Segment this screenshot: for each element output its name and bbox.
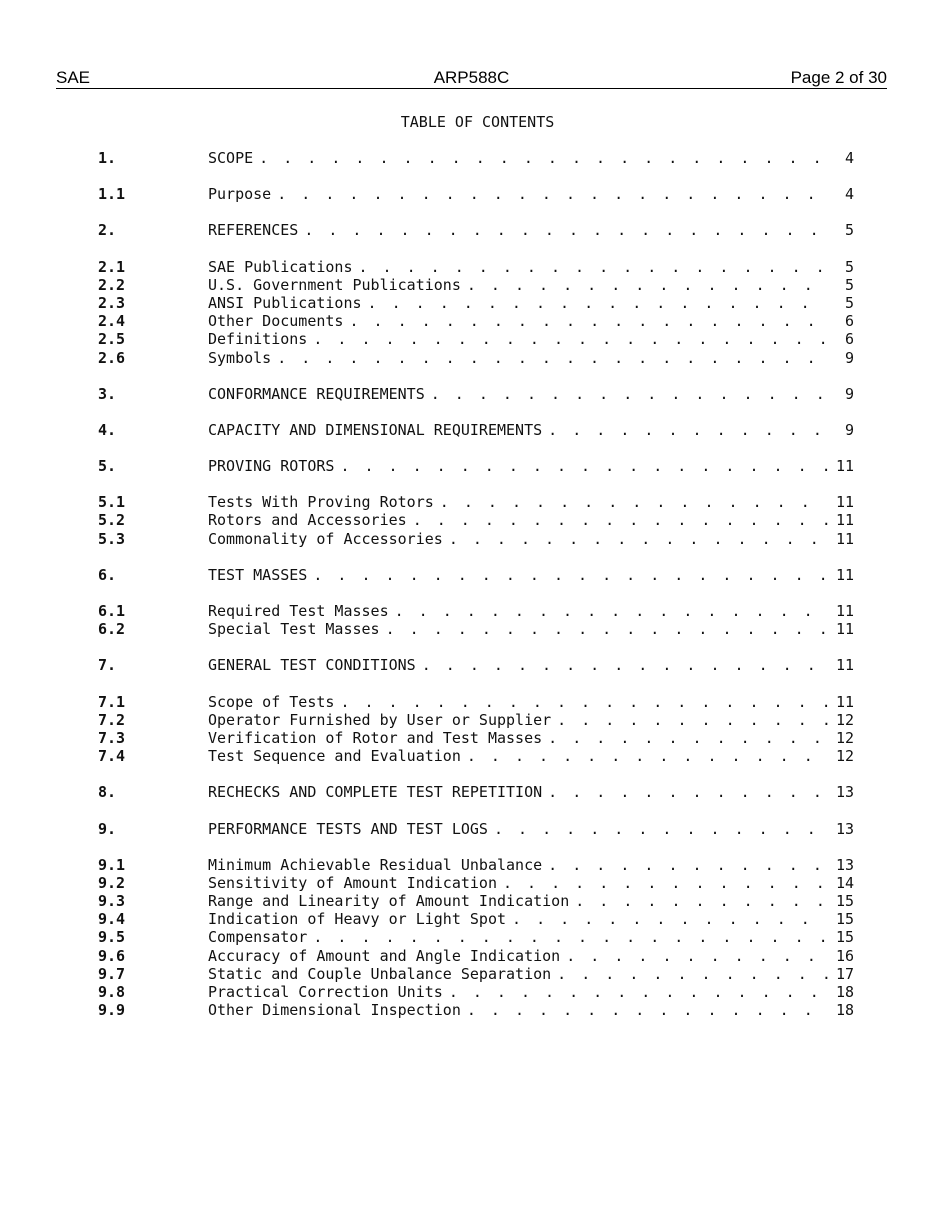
toc-entry-title: Other Documents: [208, 312, 344, 331]
toc-group: [98, 258, 854, 367]
toc-entry[interactable]: [98, 693, 854, 711]
toc-entry-title: CONFORMANCE REQUIREMENTS: [208, 384, 425, 403]
toc-entry[interactable]: [98, 892, 854, 910]
toc-entry-title: Other Dimensional Inspection: [208, 1001, 461, 1020]
toc-group: [98, 385, 854, 403]
toc-entry[interactable]: [98, 185, 854, 203]
toc-entry-page: 11: [835, 529, 854, 548]
toc-entry-number: 2.1: [98, 257, 126, 276]
toc-title: TABLE OF CONTENTS: [400, 113, 555, 131]
toc-entry-title: Rotors and Accessories: [208, 511, 407, 530]
toc-entry-number: 9.6: [98, 946, 126, 965]
toc-group: [98, 566, 854, 584]
toc-entry-number: 9.4: [98, 910, 126, 929]
toc-entry-title: Definitions: [208, 330, 308, 349]
toc-entry[interactable]: [98, 566, 854, 584]
toc-entry-title: Minimum Achievable Residual Unbalance: [208, 855, 543, 874]
toc-entry-title: PERFORMANCE TESTS AND TEST LOGS: [208, 819, 488, 838]
toc-entry-title: U.S. Government Publications: [208, 275, 461, 294]
toc-entry-title: CAPACITY AND DIMENSIONAL REQUIREMENTS: [208, 420, 543, 439]
toc-dot-leader: [340, 693, 828, 711]
toc-entry-title: RECHECKS AND COMPLETE TEST REPETITION: [208, 783, 543, 802]
toc-entry[interactable]: [98, 947, 854, 965]
toc-entry[interactable]: [98, 856, 854, 874]
toc-dot-leader: [368, 294, 828, 312]
toc-entry-page: 5: [844, 257, 854, 276]
toc-dot-leader: [304, 221, 828, 239]
toc-entry-number: 7.: [98, 656, 117, 675]
toc-dot-leader: [566, 947, 828, 965]
toc-entry-title: GENERAL TEST CONDITIONS: [208, 656, 416, 675]
toc-dot-leader: [467, 1001, 828, 1019]
toc-entry-title: Range and Linearity of Amount Indication: [208, 892, 570, 911]
toc-entry-number: 5.2: [98, 511, 126, 530]
header-organization: SAE: [56, 68, 91, 87]
toc-dot-leader: [413, 511, 828, 529]
toc-entry-page: 9: [844, 420, 854, 439]
toc-entry-page: 11: [835, 692, 854, 711]
toc-entry-number: 9.7: [98, 964, 126, 983]
toc-entry[interactable]: [98, 294, 854, 312]
toc-entry-page: 18: [835, 983, 854, 1001]
toc-entry[interactable]: [98, 928, 854, 946]
toc-entry-number: 5.: [98, 457, 117, 476]
toc-entry-page: 11: [835, 602, 854, 620]
toc-group: [98, 149, 854, 167]
toc-dot-leader: [313, 566, 828, 584]
page-header: [56, 68, 887, 89]
toc-entry-number: 2.4: [98, 312, 126, 331]
toc-dot-leader: [575, 892, 828, 910]
toc-dot-leader: [359, 258, 829, 276]
toc-entry-number: 6.2: [98, 620, 126, 639]
toc-entry[interactable]: [98, 276, 854, 294]
toc-entry[interactable]: [98, 330, 854, 348]
toc-dot-leader: [467, 747, 828, 765]
toc-entry-number: 9.2: [98, 873, 126, 892]
toc-entry-page: 12: [835, 747, 854, 766]
toc-entry[interactable]: [98, 385, 854, 403]
toc-group: [98, 856, 854, 1020]
toc-entry-page: 13: [835, 783, 854, 802]
toc-dot-leader: [340, 457, 828, 475]
toc-entry-page: 4: [844, 149, 854, 167]
toc-entry[interactable]: [98, 312, 854, 330]
toc-entry-page: 6: [844, 330, 854, 349]
toc-dot-leader: [259, 149, 828, 167]
toc-dot-leader: [512, 910, 828, 928]
toc-entry[interactable]: [98, 493, 854, 511]
toc-entry-title: Sensitivity of Amount Indication: [208, 873, 497, 892]
toc-group: [98, 493, 854, 548]
toc-entry-number: 4.: [98, 420, 117, 439]
toc-entry-page: 12: [835, 728, 854, 747]
toc-entry-page: 6: [844, 312, 854, 331]
toc-entry[interactable]: [98, 729, 854, 747]
toc-dot-leader: [449, 983, 828, 1001]
toc-dot-leader: [422, 656, 828, 674]
toc-dot-leader: [503, 874, 828, 892]
toc-entry-number: 9.5: [98, 928, 126, 947]
toc-entry[interactable]: [98, 457, 854, 475]
toc-dot-leader: [313, 330, 828, 348]
toc-entry-page: 13: [835, 819, 854, 838]
header-page-number: Page 2 of 30: [790, 68, 887, 87]
toc-group: [98, 656, 854, 674]
toc-entry[interactable]: [98, 602, 854, 620]
toc-group: [98, 421, 854, 439]
toc-dot-leader: [395, 602, 828, 620]
toc-entry-page: 12: [835, 710, 854, 729]
toc-entry-title: Purpose: [208, 185, 272, 204]
toc-dot-leader: [277, 185, 828, 203]
toc-entry-title: Required Test Masses: [208, 602, 389, 620]
toc-entry[interactable]: [98, 783, 854, 801]
toc-entry-number: 2.: [98, 221, 117, 240]
toc-entry-number: 1.: [98, 149, 117, 167]
toc-entry-number: 9.: [98, 819, 117, 838]
toc-group: [98, 221, 854, 239]
toc-entry[interactable]: [98, 258, 854, 276]
toc-entry-number: 7.3: [98, 728, 126, 747]
toc-dot-leader: [431, 385, 828, 403]
toc-entry-title: SAE Publications: [208, 257, 353, 276]
toc-group: [98, 783, 854, 801]
toc-entry-page: 5: [844, 293, 854, 312]
toc-entry-title: Indication of Heavy or Light Spot: [208, 910, 507, 929]
toc-entry-page: 9: [844, 384, 854, 403]
toc-entry-title: Static and Couple Unbalance Separation: [208, 964, 552, 983]
toc-entry-title: Special Test Masses: [208, 620, 380, 639]
toc-entry[interactable]: [98, 530, 854, 548]
toc-entry-title: Compensator: [208, 928, 308, 947]
toc-entry-number: 7.1: [98, 692, 126, 711]
toc-entry-page: 11: [835, 457, 854, 476]
toc-entry-page: 5: [844, 275, 854, 294]
toc-entry-title: ANSI Publications: [208, 293, 362, 312]
toc-entry-number: 7.2: [98, 710, 126, 729]
toc-entry-page: 15: [835, 910, 854, 929]
toc-entry-page: 11: [835, 511, 854, 530]
toc-entry-title: TEST MASSES: [208, 565, 308, 584]
toc-entry[interactable]: [98, 910, 854, 928]
toc-entry-page: 13: [835, 855, 854, 874]
toc-entry-page: 15: [835, 892, 854, 911]
toc-entry[interactable]: [98, 349, 854, 367]
toc-entry-page: 4: [844, 185, 854, 204]
toc-group: [98, 820, 854, 838]
toc-entry[interactable]: [98, 221, 854, 239]
toc-entry[interactable]: [98, 421, 854, 439]
toc-entry-title: Test Sequence and Evaluation: [208, 747, 461, 766]
toc-group: [98, 457, 854, 475]
toc-entry-number: 1.1: [98, 185, 126, 204]
toc-entry-page: 11: [835, 620, 854, 639]
toc-entry-number: 2.3: [98, 293, 126, 312]
toc-entry-page: 16: [835, 946, 854, 965]
toc-group: [98, 185, 854, 203]
toc-entry-title: Practical Correction Units: [208, 983, 443, 1001]
toc-dot-leader: [386, 620, 828, 638]
toc-entry-number: 7.4: [98, 747, 126, 766]
toc-entry-number: 9.8: [98, 983, 126, 1001]
toc-entry[interactable]: [98, 149, 854, 167]
toc-entry-page: 9: [844, 348, 854, 367]
toc-entry[interactable]: [98, 1001, 854, 1019]
toc-entry-page: 15: [835, 928, 854, 947]
toc-entry-number: 5.3: [98, 529, 126, 548]
toc-group: [98, 693, 854, 766]
toc-entry[interactable]: [98, 656, 854, 674]
toc-entry[interactable]: [98, 620, 854, 638]
toc-entry[interactable]: [98, 747, 854, 765]
toc-dot-leader: [494, 820, 828, 838]
toc-entry[interactable]: [98, 511, 854, 529]
toc-group: [98, 602, 854, 638]
toc-entry[interactable]: [98, 820, 854, 838]
toc-entry-number: 5.1: [98, 493, 126, 512]
toc-dot-leader: [467, 276, 828, 294]
toc-entry[interactable]: [98, 874, 854, 892]
toc-entry-number: 3.: [98, 384, 117, 403]
toc-dot-leader: [440, 493, 828, 511]
toc-entry-title: Accuracy of Amount and Angle Indication: [208, 946, 561, 965]
toc-dot-leader: [349, 312, 828, 330]
toc-entry-number: 8.: [98, 783, 117, 802]
toc-dot-leader: [548, 729, 828, 747]
toc-entry-title: PROVING ROTORS: [208, 457, 335, 476]
toc-entry-number: 6.: [98, 565, 117, 584]
toc-dot-leader: [277, 349, 828, 367]
toc-entry-number: 9.3: [98, 892, 126, 911]
toc-entry-page: 18: [835, 1001, 854, 1020]
toc-entry-title: Scope of Tests: [208, 692, 335, 711]
toc-entry-number: 9.9: [98, 1001, 126, 1020]
toc-dot-leader: [313, 928, 828, 946]
toc-entry-page: 11: [835, 565, 854, 584]
toc-entry-title: SCOPE: [208, 149, 254, 167]
header-document-id: ARP588C: [433, 68, 510, 87]
toc-entry-title: REFERENCES: [208, 221, 299, 240]
toc-entry-number: 2.2: [98, 275, 126, 294]
toc-entry-title: Commonality of Accessories: [208, 529, 443, 548]
toc-entry-number: 2.6: [98, 348, 126, 367]
toc-entry-number: 9.1: [98, 855, 126, 874]
toc-entry-number: 6.1: [98, 602, 126, 620]
toc-dot-leader: [449, 530, 828, 548]
toc-entry-title: Symbols: [208, 348, 272, 367]
toc-dot-leader: [557, 965, 828, 983]
toc-entry-page: 5: [844, 221, 854, 240]
toc-entry[interactable]: [98, 965, 854, 983]
toc-dot-leader: [548, 856, 828, 874]
toc-entry-title: Tests With Proving Rotors: [208, 493, 434, 512]
toc-entry[interactable]: [98, 983, 854, 1001]
toc-entry-page: 11: [835, 493, 854, 512]
toc-entry-title: Operator Furnished by User or Supplier: [208, 710, 552, 729]
toc-entry-number: 2.5: [98, 330, 126, 349]
toc-entry-page: 17: [835, 964, 854, 983]
toc-dot-leader: [557, 711, 828, 729]
toc-entry-page: 14: [835, 873, 854, 892]
toc-dot-leader: [548, 421, 828, 439]
toc-dot-leader: [548, 783, 828, 801]
table-of-contents: [98, 149, 854, 1037]
toc-entry-title: Verification of Rotor and Test Masses: [208, 728, 543, 747]
toc-entry-page: 11: [835, 656, 854, 675]
toc-entry[interactable]: [98, 711, 854, 729]
